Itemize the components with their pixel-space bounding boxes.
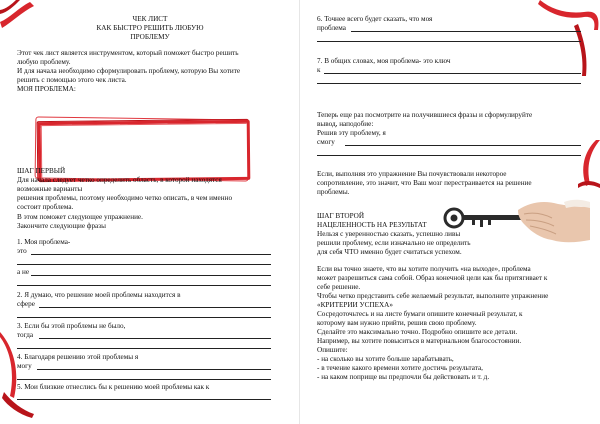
step1-text: Закончите следующие фразы — [17, 222, 106, 230]
step1-text: состоит проблема. — [17, 203, 74, 211]
question-6: 6. Точнее всего будет сказать, что моя — [317, 15, 433, 23]
right-page — [300, 0, 600, 424]
answer-prefix: тогда — [17, 331, 34, 339]
step1-text: В этом поможет следующее упражнение. — [17, 213, 143, 221]
problem-label: МОЯ ПРОБЛЕМА: — [17, 85, 76, 93]
step2-subtitle: НАЦЕЛЕННОСТЬ НА РЕЗУЛЬТАТ — [317, 221, 427, 229]
answer-line[interactable] — [17, 399, 271, 400]
answer-prefix: к — [317, 66, 321, 74]
question-3: 3. Если бы этой проблемы не было, — [17, 322, 126, 330]
step2-title: ШАГ ВТОРОЙ — [317, 212, 365, 220]
body-text: которому вам нужно прийти, решив свою проблему. — [317, 319, 477, 327]
step2-text: решили проблему, если изначально не определить — [317, 239, 471, 247]
intro-line: И для начала необходимо сформулировать проблему, которую Вы хотите — [17, 67, 241, 75]
question-2: 2. Я думаю, что решение моей проблемы находится в — [17, 291, 181, 299]
body-text: - на сколько вы хотите больше зарабатывать, — [317, 355, 454, 363]
answer-line[interactable] — [351, 31, 581, 32]
intro-line: любую проблему. — [17, 58, 71, 66]
answer-line[interactable] — [31, 254, 271, 255]
body-text: себе решение. — [317, 283, 361, 291]
title-line-2: КАК БЫСТРО РЕШИТЬ ЛЮБУЮ — [96, 24, 204, 32]
intro-line: решить с помощью этого чек листа. — [17, 76, 127, 84]
title-line-3: ПРОБЛЕМУ — [130, 33, 170, 41]
answer-prefix: проблема — [317, 24, 346, 32]
step2-text: для себя ЧТО именно будет считаться успехом. — [317, 248, 462, 256]
hand-with-key-icon — [440, 196, 590, 252]
body-text: - в течение какого времени хотите достичь результата, — [317, 364, 483, 372]
body-text: Чтобы четко представить себе желаемый результат, выполните упражнение — [317, 292, 549, 300]
question-5: 5. Мои близкие отнеслись бы к решению моей проблемы как к — [17, 383, 210, 391]
answer-line[interactable] — [17, 264, 271, 265]
body-text: Опишите: — [317, 346, 348, 354]
red-ribbon-icon — [538, 0, 600, 76]
note-text: Если, выполняя это упражнение Вы почувствовали некоторое — [317, 170, 507, 178]
question-1: 1. Моя проблема- — [17, 238, 71, 246]
answer-line[interactable] — [345, 145, 581, 146]
note-text: проблемы. — [317, 188, 350, 196]
title-line-1: ЧЕК ЛИСТ — [132, 15, 168, 23]
answer-line[interactable] — [324, 73, 581, 74]
intro-line: Этот чек лист является инструментом, который поможет быстро решить — [17, 49, 239, 57]
answer-prefix: сфере — [17, 300, 35, 308]
answer-line[interactable] — [17, 379, 271, 380]
answer-line[interactable] — [31, 275, 271, 276]
answer-prefix: могу — [17, 362, 32, 370]
body-text: Например, вы хотите повыситься в материальном благосостоянии. — [317, 337, 522, 345]
body-text: Если вы точно знаете, что вы хотите получить «на выходе», проблема — [317, 265, 531, 273]
answer-line[interactable] — [39, 307, 271, 308]
answer-line[interactable] — [17, 285, 271, 286]
note-text: сопротивление, это значит, что Ваш мозг перестраивается на решение — [317, 179, 532, 187]
answer-line[interactable] — [37, 369, 271, 370]
answer-prefix: это — [17, 247, 27, 255]
body-text: может разрешиться сама собой. Образ конечной цели как бы притягивает к — [317, 274, 548, 282]
red-ribbon-icon — [0, 332, 40, 424]
review-text: вывод, наподобие: — [317, 120, 374, 128]
answer-line[interactable] — [317, 155, 581, 156]
answer-line[interactable] — [17, 317, 271, 318]
step1-text: Для начала следует четко определить область, в которой находятся — [17, 176, 222, 184]
answer-prefix: а не — [17, 268, 30, 276]
step1-title: ШАГ ПЕРВЫЙ — [17, 167, 66, 175]
answer-line[interactable] — [317, 41, 581, 42]
red-ribbon-icon — [550, 140, 600, 190]
question-4: 4. Благодаря решению этой проблемы я — [17, 353, 139, 361]
review-text: Теперь еще раз посмотрите на получившиеся фразы и сформулируйте — [317, 111, 533, 119]
answer-line[interactable] — [17, 348, 271, 349]
step2-text: Нельзя с уверенностью сказать, успешно ливы — [317, 230, 461, 238]
review-text: Решив эту проблему, я — [317, 129, 386, 137]
body-text: «КРИТЕРИИ УСПЕХА» — [317, 301, 393, 309]
answer-line[interactable] — [317, 83, 581, 84]
body-text: Сосредоточьтесь и на листе бумаги опишите конечный результат, к — [317, 310, 523, 318]
body-text: - на каком поприще вы предпочли бы действовать и т. д. — [317, 373, 490, 381]
step1-text: возможные варианты — [17, 185, 83, 193]
question-7: 7. В общих словах, моя проблема- это ключ — [317, 57, 451, 65]
answer-line[interactable] — [39, 338, 271, 339]
red-ribbon-icon — [0, 0, 40, 30]
problem-frame[interactable] — [38, 120, 251, 182]
review-text: смогу — [317, 138, 335, 146]
step1-text: решения проблемы, поэтому необходимо четко описать, в чем именно — [17, 194, 233, 202]
body-text: Сделайте это максимально точно. Подробно опишите все детали. — [317, 328, 518, 336]
